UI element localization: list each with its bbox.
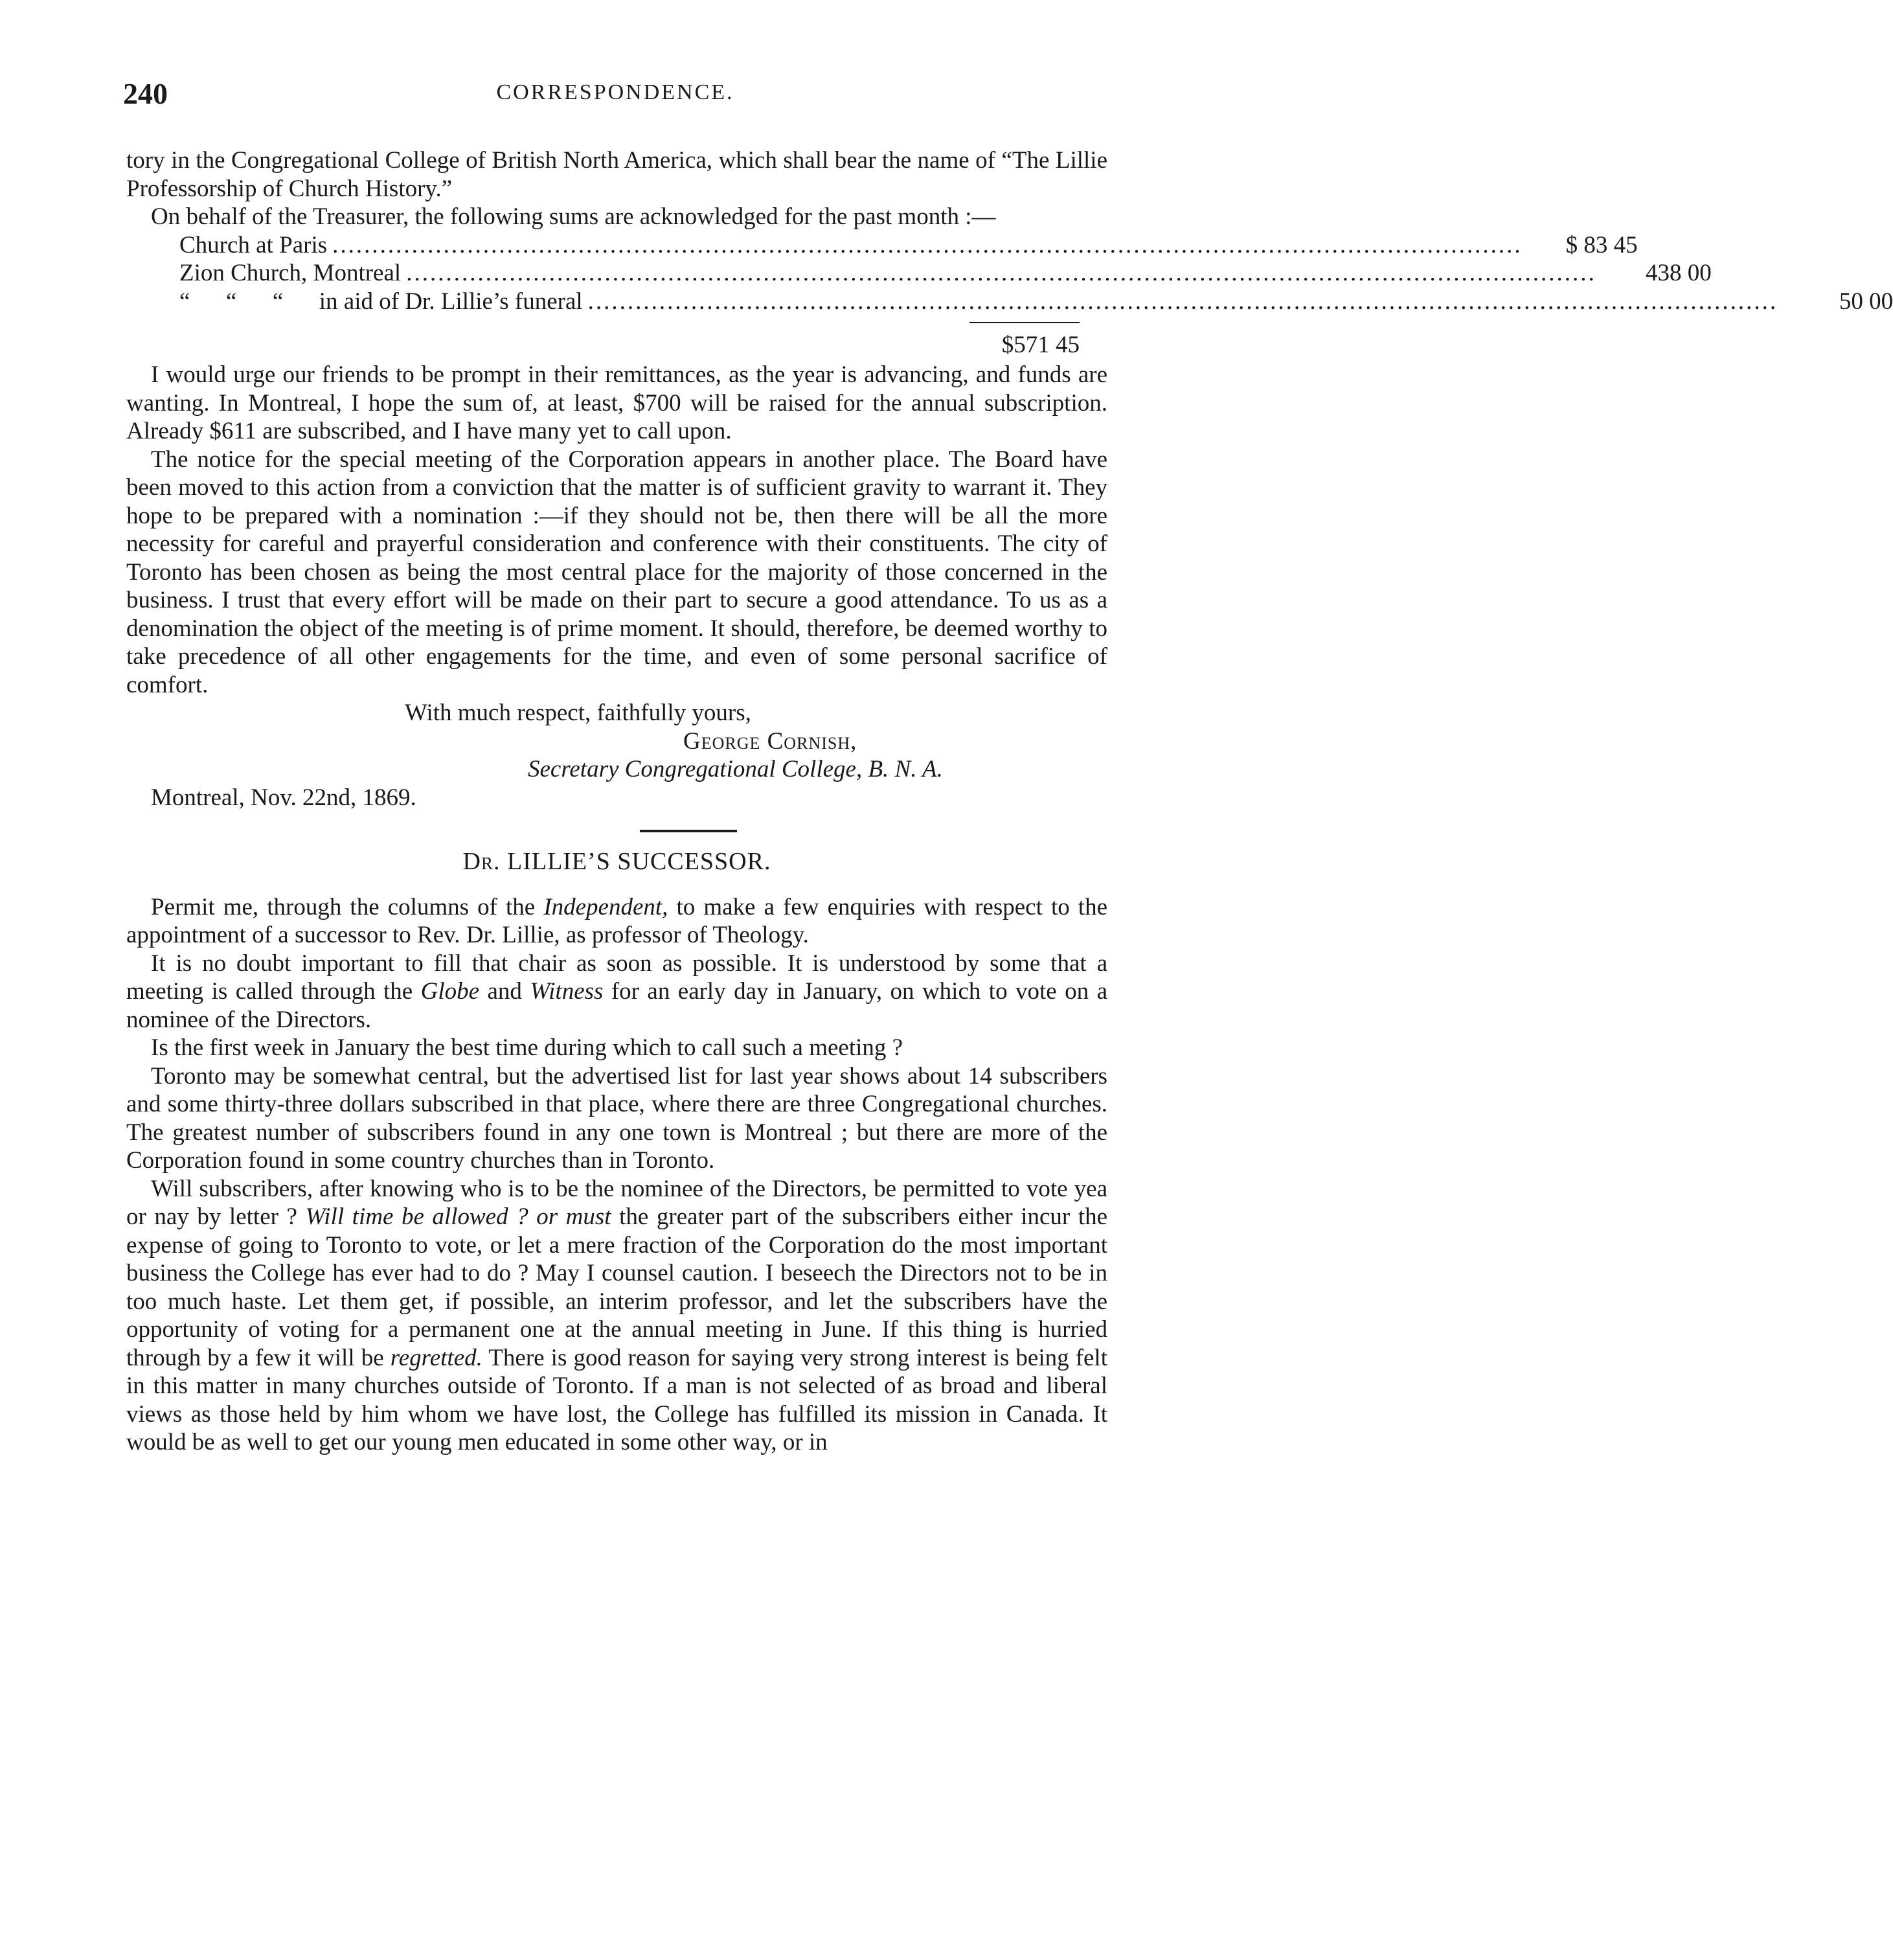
ledger-amount: 50 00 (1839, 288, 1893, 315)
treasurer-paragraph: On behalf of the Treasurer, the following sums are acknowledged for the past month :— (151, 203, 996, 230)
donation-ledger (179, 231, 1893, 361)
text-run: and (479, 978, 530, 1005)
ledger-row (179, 231, 1638, 260)
ledger-amount: $ 83 45 (1565, 231, 1638, 258)
ledger-amount: 438 00 (1645, 260, 1712, 286)
italic-run: Will time be allowed ? or must (305, 1203, 611, 1230)
signature-name: George Cornish, (683, 727, 857, 755)
running-title: CORRESPONDENCE. (496, 80, 734, 104)
page-number: 240 (123, 77, 168, 110)
ledger-total: $571 45 (1001, 332, 1080, 358)
leader-dots: ...................................................................................................................................................... (332, 231, 1523, 258)
text-run: Will subscribers, after knowing who is to be the nominee of the Directors, be permitted to vote yea or nay by letter ? (126, 1175, 1107, 1230)
body-text (126, 146, 1893, 1457)
running-head (123, 76, 1107, 122)
leader-dots: ...................................................................................................................................................... (406, 260, 1596, 286)
ledger-label: Church at Paris (179, 231, 328, 258)
italic-run: Globe (420, 978, 480, 1005)
successor-paragraph-3: Is the first week in January the best time during which to call such a meeting ? (151, 1034, 903, 1061)
italic-run: regretted. (390, 1344, 482, 1371)
notice-paragraph: The notice for the special meeting of the Corporation appears in another place. The Board have been moved to this action from a conviction that the matter is of sufficient gravity to warrant it. They hope to be prepared with a nomination :—if they should not be, then there will be all the more necessity for careful and prayerful consideration and conference with their constituents. The city of Toronto has been chosen as being the most central place for the majority of those concerned in the business. I trust that every effort will be made on their part to secure a good attendance. To us as a denomination the object of the meeting is of prime moment. It should, therefore, be deemed worthy to take precedence of all other engagements for the time, and even of some personal sacrifice of comfort. (126, 446, 1107, 698)
heading-prefix: Dr. (462, 848, 501, 875)
section-heading (126, 848, 1107, 876)
dateline: Montreal, Nov. 22nd, 1869. (151, 784, 416, 811)
successor-paragraph-2 (126, 950, 1107, 1034)
ledger-label: Zion Church, Montreal (179, 260, 402, 286)
italic-run: Independent, (543, 893, 668, 920)
leader-dots: ...................................................................................................................................................... (587, 288, 1778, 315)
ledger-row (179, 288, 1893, 316)
sum-rule (969, 322, 1080, 323)
text-run: the greater part of the subscribers either incur the expense of going to Toronto to vote, or let a mere fraction of the Corporation do the most important business the College has ever had to do ? May I counsel caution. I beseech the Directors not to be in too much haste. Let them get, if possible, an interim professor, and let the subscribers have the opportunity of voting for a permanent one at the annual meeting in June. If this thing is hurried through by a few it will be (126, 1203, 1108, 1371)
text-run: for an early day in January, on which to vote on a nominee of the Directors. (126, 978, 1107, 1033)
heading-title: LILLIE’S SUCCESSOR. (506, 848, 771, 875)
text-run: There is good reason for saying very strong interest is being felt in this matter in many churches outside of Toronto. If a man is not selected of as broad and liberal views as those held by him whom we have lost, the College has fulfilled its mission in Canada. It would be as well to get our young men educated in some other way, or in (126, 1344, 1107, 1455)
text-run: It is no doubt important to fill that chair as soon as possible. It is understood by some that a meeting is called through the (126, 950, 1107, 1005)
continuation-paragraph: tory in the Congregational College of British North America, which shall bear the name of “The Lillie Professorship of Church History.” (126, 147, 1107, 202)
italic-run: Witness (530, 978, 604, 1005)
ledger-row (179, 259, 1712, 288)
successor-paragraph-4: Toronto may be somewhat central, but the advertised list for last year shows about 14 subscribers and some thirty-three dollars subscribed in that place, where there are three Congregational churches. The greatest number of subscribers found in any one town is Montreal ; but there are more of the Corporation found in some country churches than in Toronto. (126, 1062, 1107, 1174)
closing-line: With much respect, faithfully yours, (405, 700, 751, 726)
text-run: to make a few enquiries with respect to the appointment of a successor to Rev. Dr. Lillie, as professor of Theology. (126, 893, 1107, 948)
urge-paragraph: I would urge our friends to be prompt in their remittances, as the year is advancing, and funds are wanting. In Montreal, I hope the sum of, at least, $700 will be raised for the annual subscription. Already $611 are subscribed, and I have many yet to call upon. (126, 361, 1107, 444)
successor-paragraph-5 (126, 1175, 1107, 1457)
signature-title: Secretary Congregational College, B. N. A. (528, 756, 943, 782)
text-run: Permit me, through the columns of the (151, 893, 544, 920)
ledger-label: “ “ “ in aid of Dr. Lillie’s funeral (179, 288, 583, 315)
section-divider (640, 830, 737, 832)
successor-paragraph-1 (126, 893, 1107, 950)
